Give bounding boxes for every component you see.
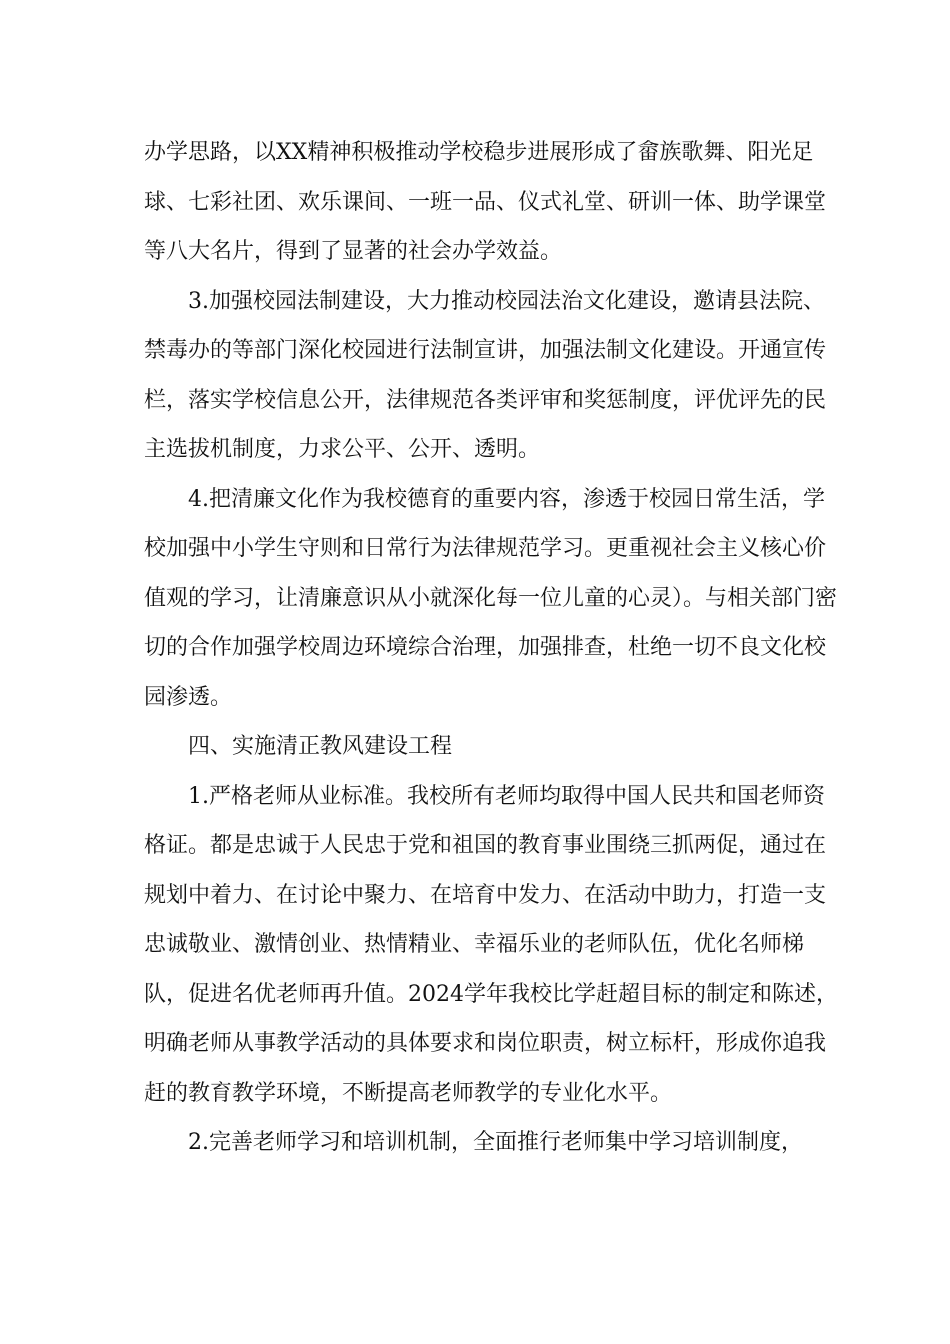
section-heading-teaching-style: 四、实施清正教风建设工程 [188, 734, 453, 759]
paragraph-school-philosophy: 办学思路，以XX精神积极推动学校稳步进展形成了畲族歌舞、阳光足球、七彩社团、欢乐课间、一班一品、仪式礼堂、研训一体、助学课堂等八大名片，得到了显著的社会办学效益。 [144, 140, 827, 264]
paragraph-integrity-culture: 4.把清廉文化作为我校德育的重要内容，渗透于校园日常生活，学校加强中小学生守则和日常行为法律规范学习。更重视社会主义核心价值观的学习，让清廉意识从小就深化每一位儿童的心灵）。与相关部门密切的合作加强学校周边环境综合治理，加强排查，杜绝一切不良文化校园渗透。 [144, 486, 838, 710]
paragraph-teacher-standards: 1.严格老师从业标准。我校所有老师均取得中国人民共和国老师资格证。都是忠诚于人民忠于党和祖国的教育事业围绕三抓两促，通过在规划中着力、在讨论中聚力、在培育中发力、在活动中助力，打造一支忠诚敬业、激情创业、热情精业、幸福乐业的老师队伍，优化名师梯队，促进名优老师再升值。2024学年我校比学赶超目标的制定和陈述，明确老师从事教学活动的具体要求和岗位职责，树立标杆，形成你追我赶的教育教学环境，不断提高老师教学的专业化水平。 [144, 783, 838, 1106]
paragraph-legal-construction: 3.加强校园法制建设，大力推动校园法治文化建设，邀请县法院、禁毒办的等部门深化校园进行法制宣讲，加强法制文化建设。开通宣传栏，落实学校信息公开，法律规范各类评审和奖惩制度，评优评先的民主选拔机制度，力求公平、公开、透明。 [144, 288, 827, 462]
paragraph-teacher-training: 2.完善老师学习和培训机制，全面推行老师集中学习培训制度， [188, 1130, 803, 1155]
document-body [144, 128, 844, 1168]
